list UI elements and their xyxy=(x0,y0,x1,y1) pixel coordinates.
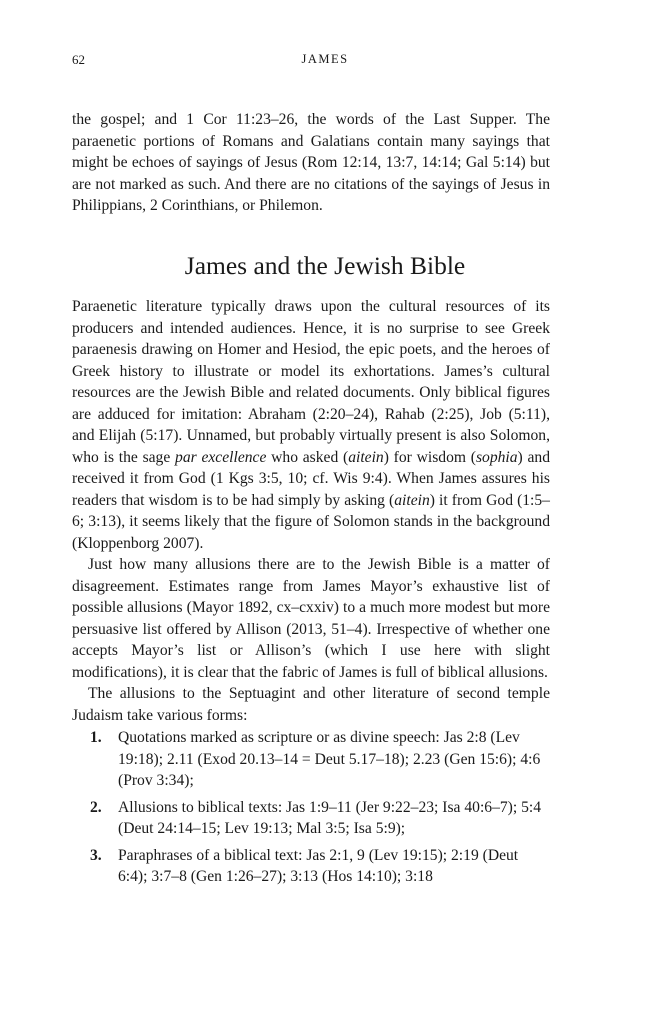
section-heading: James and the Jewish Bible xyxy=(184,251,466,280)
list-item-number: 2. xyxy=(90,798,102,816)
list-item-number: 3. xyxy=(90,846,102,864)
paragraph-1-text-2: who asked ( xyxy=(266,448,349,466)
paragraph-1-italic-4: aitein xyxy=(394,491,430,509)
intro-paragraph xyxy=(72,109,550,217)
allusion-forms-list xyxy=(72,727,550,893)
intro-paragraph-text: the gospel; and 1 Cor 11:23–26, the words of the Last Supper. The paraenetic portions of Romans and Galatians contain many sayings that might be echoes of sayings of Jesus (Rom 12:14, 13:7, 14:14; Gal 5:14) but are not marked as such. And there are no citations of the sayings of Jesus in Philippians, 2 Corinthians, or Philemon. xyxy=(72,111,550,214)
running-head: JAMES xyxy=(301,52,349,66)
page-number: 62 xyxy=(72,52,85,67)
list-item-text: Allusions to biblical texts: Jas 1:9–11 (Jer 9:22–23; Isa 40:6–7); 5:4 (Deut 24:14–15; Lev 19:13; Mal 3:5; Isa 5:9); xyxy=(118,798,542,837)
list-item-text: Paraphrases of a biblical text: Jas 2:1, 9 (Lev 19:15); 2:19 (Deut 6:4); 3:7–8 (Gen 1:26–27); 3:13 (Hos 14:10); 3:18 xyxy=(118,846,519,885)
paragraph-1 xyxy=(72,296,550,554)
paragraph-1-text-3: ) for wisdom ( xyxy=(383,448,476,466)
paragraph-1-italic-1: par excellence xyxy=(175,448,267,466)
list-item xyxy=(72,797,550,840)
paragraph-1-text-4: ) and received it from God (1 Kgs 3:5, 10; cf. Wis 9:4). When James assures his readers that wisdom is to be had simply by asking ( xyxy=(72,448,551,509)
paragraph-1-text-1: Paraenetic literature typically draws upon the cultural resources of its producers and intended audiences. Hence, it is no surprise to see Greek paraenesis drawing on Homer and Hesiod, the epic poets, and the heroes of Greek history to illustrate or model its exhortations. James’s cultural resources are the Jewish Bible and related documents. Only biblical figures are adduced for imitation: Abraham (2:20–24), Rahab (2:25), Job (5:11), and Elijah (5:17). Unnamed, but probably virtually present is also Solomon, who is the sage xyxy=(72,298,550,466)
paragraph-1-italic-3: sophia xyxy=(475,448,518,466)
paragraph-1-text-5: ) it from God (1:5–6; 3:13), it seems likely that the figure of Solomon stands in the background (Kloppenborg 2007). xyxy=(72,491,550,552)
list-item-text: Quotations marked as scripture or as divine speech: Jas 2:8 (Lev 19:18); 2.11 (Exod 20.13–14 = Deut 5.17–18); 2.23 (Gen 15:6); 4:6 (Prov 3:34); xyxy=(118,729,541,789)
list-item xyxy=(72,727,550,792)
list-item-number: 1. xyxy=(90,729,102,746)
paragraph-3: The allusions to the Septuagint and other literature of second temple Judaism take various forms: xyxy=(72,685,550,724)
list-item xyxy=(72,845,550,888)
section-body xyxy=(72,296,550,726)
paragraph-1-italic-2: aitein xyxy=(348,448,384,466)
paragraph-2: Just how many allusions there are to the Jewish Bible is a matter of disagreement. Estimates range from James Mayor’s exhaustive list of possible allusions (Mayor 1892, cx–cxxiv) to a much more modest but more persuasive list offered by Allison (2013, 51–4). Irrespective of whether one accepts Mayor’s list or Allison’s (which I use here with slight modifications), it is clear that the fabric of James is full of biblical allusions. xyxy=(72,556,550,681)
